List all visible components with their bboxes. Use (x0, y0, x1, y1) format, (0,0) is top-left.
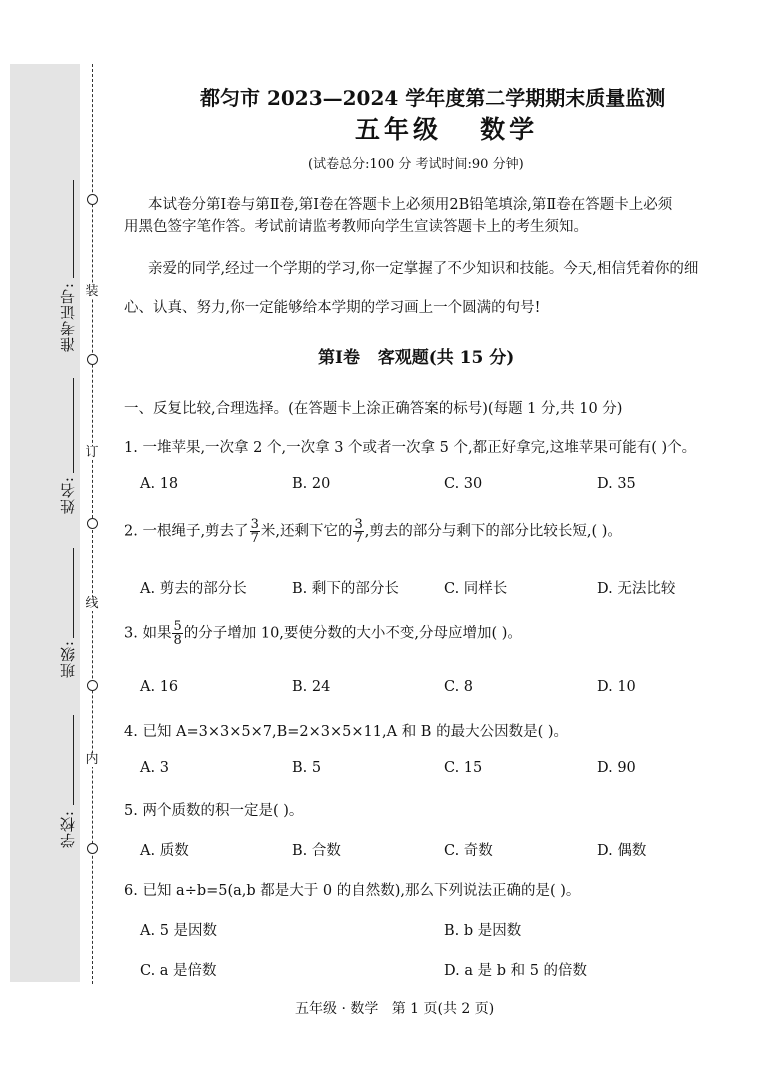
exam-subtitle: 五年级 数学 (355, 115, 539, 144)
question-4-option-b: B. 5 (292, 760, 322, 776)
greeting-line-2: 心、认真、努力,你一定能够给本学期的学习画上一个圆满的句号! (124, 300, 541, 316)
question-2-option-a: A. 剪去的部分长 (140, 581, 247, 597)
question-5-option-b: B. 合数 (292, 843, 341, 859)
question-1-option-d: D. 35 (597, 476, 636, 492)
question-2-option-c: C. 同样长 (444, 581, 508, 597)
question-4-option-a: A. 3 (140, 760, 169, 776)
exam-id-field-label: 准考证号: (59, 282, 77, 353)
question-2-option-b: B. 剩下的部分长 (292, 581, 399, 597)
binding-hole (87, 843, 98, 854)
fraction-numerator: 3 (354, 517, 363, 532)
fraction-numerator: 5 (173, 619, 182, 634)
school-field-line (73, 715, 74, 805)
binding-hole (87, 354, 98, 365)
fraction-5-8 (172, 620, 182, 647)
question-3-stem-part-a: 3. 如果 (124, 625, 172, 642)
question-2-option-d: D. 无法比较 (597, 581, 676, 597)
section-title: 第Ⅰ卷 客观题(共 15 分) (318, 348, 515, 368)
question-1-option-c: C. 30 (444, 476, 483, 492)
school-field-label: 学校: (59, 810, 77, 849)
question-2-stem-part-b: 米,还剩下它的 (260, 523, 353, 540)
fraction-3-7 (250, 518, 260, 545)
name-field-line (73, 378, 74, 473)
binding-hole (87, 194, 98, 205)
question-6-stem: 6. 已知 a÷b=5(a,b 都是大于 0 的自然数),那么下列说法正确的是( )。 (124, 883, 581, 899)
question-5-option-a: A. 质数 (140, 843, 189, 859)
question-1-stem: 1. 一堆苹果,一次拿 2 个,一次拿 3 个或者一次拿 5 个,都正好拿完,这堆苹果可能有( )个。 (124, 440, 697, 456)
fraction-numerator: 3 (250, 517, 259, 532)
question-1-option-b: B. 20 (292, 476, 331, 492)
question-3-stem-part-b: 的分子增加 10,要使分数的大小不变,分母应增加( )。 (183, 625, 522, 642)
cut-mark-ding: 订 (83, 446, 101, 460)
question-5-option-d: D. 偶数 (597, 843, 647, 859)
question-1-option-a: A. 18 (140, 476, 179, 492)
question-2-stem-part-a: 2. 一根绳子,剪去了 (124, 523, 249, 540)
question-5-option-c: C. 奇数 (444, 843, 493, 859)
fraction-3-7 (353, 518, 363, 545)
question-6-option-a: A. 5 是因数 (140, 923, 218, 939)
question-4-stem: 4. 已知 A=3×3×5×7,B=2×3×5×11,A 和 B 的最大公因数是( )。 (124, 724, 568, 740)
class-field-label: 班级: (59, 640, 77, 679)
name-field-label: 姓名: (59, 476, 77, 515)
binding-hole (87, 680, 98, 691)
fraction-denominator: 7 (250, 531, 259, 546)
question-6-option-d: D. a 是 b 和 5 的倍数 (444, 963, 588, 979)
class-field-line (73, 548, 74, 638)
question-3-stem (124, 620, 522, 647)
question-4-option-c: C. 15 (444, 760, 483, 776)
question-3-option-a: A. 16 (140, 679, 179, 695)
question-5-stem: 5. 两个质数的积一定是( )。 (124, 803, 304, 819)
notice-line-1: 本试卷分第Ⅰ卷与第Ⅱ卷,第Ⅰ卷在答题卡上必须用2B铅笔填涂,第Ⅱ卷在答题卡上必须 (148, 197, 673, 213)
question-3-option-b: B. 24 (292, 679, 331, 695)
question-6-option-c: C. a 是倍数 (140, 963, 217, 979)
question-3-option-d: D. 10 (597, 679, 636, 695)
binding-hole (87, 518, 98, 529)
question-2-stem-part-c: ,剪去的部分与剩下的部分比较长短,( )。 (364, 523, 622, 540)
fraction-denominator: 7 (354, 531, 363, 546)
page-footer: 五年级 · 数学 第 1 页(共 2 页) (295, 1001, 495, 1017)
part-title: 一、反复比较,合理选择。(在答题卡上涂正确答案的标号)(每题 1 分,共 10 分) (124, 401, 623, 417)
cut-mark-zhuang: 装 (83, 285, 101, 299)
notice-line-2: 用黑色签字笔作答。考试前请监考教师向学生宣读答题卡上的考生须知。 (124, 219, 588, 235)
exam-title: 都匀市 2023—2024 学年度第二学期期末质量监测 (200, 86, 666, 110)
greeting-line-1: 亲爱的同学,经过一个学期的学习,你一定掌握了不少知识和技能。今天,相信凭着你的细 (148, 261, 699, 277)
cut-mark-nei: 内 (83, 753, 101, 767)
question-3-option-c: C. 8 (444, 679, 474, 695)
fraction-denominator: 8 (173, 633, 182, 648)
exam-id-field-line (73, 180, 74, 278)
score-time-line: (试卷总分:100 分 考试时间:90 分钟) (308, 157, 524, 172)
cut-mark-xian: 线 (83, 597, 101, 611)
question-6-option-b: B. b 是因数 (444, 923, 522, 939)
question-2-stem (124, 518, 622, 545)
question-4-option-d: D. 90 (597, 760, 636, 776)
